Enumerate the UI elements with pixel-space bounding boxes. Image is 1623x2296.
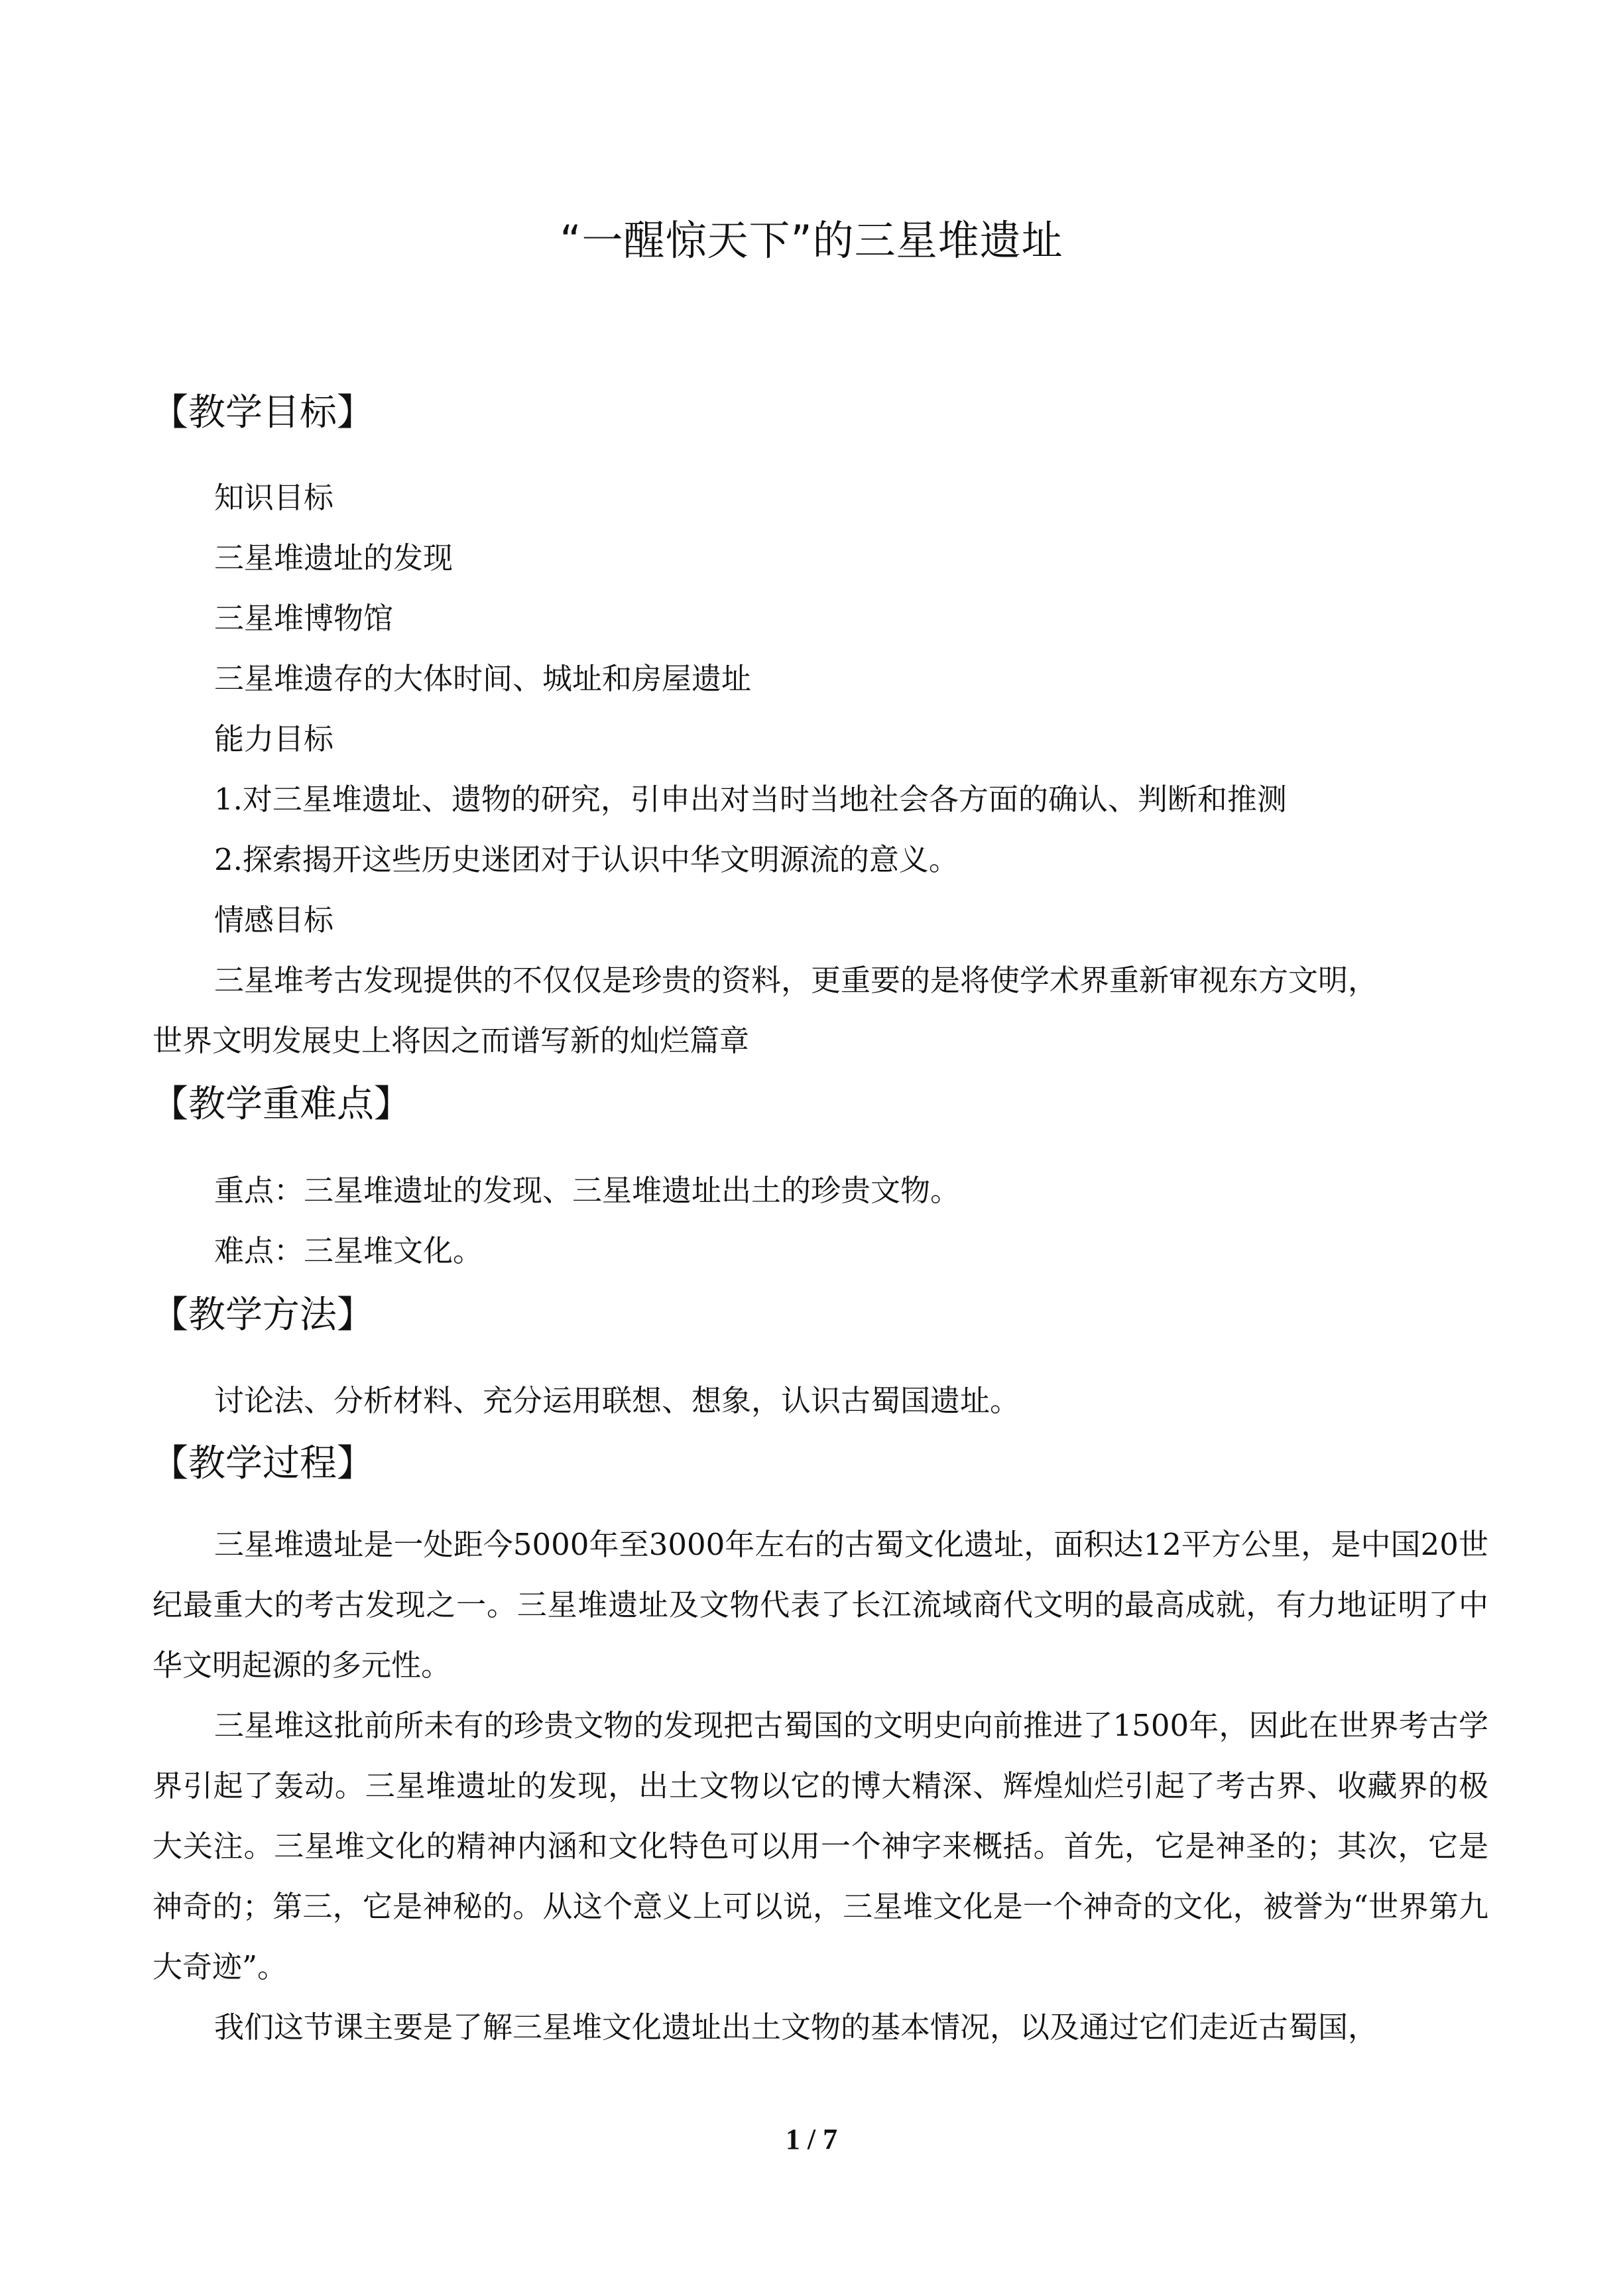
objective-line: 三星堆遗存的大体时间、城址和房屋遗址 (214, 661, 752, 696)
key-point-line: 难点：三星堆文化。 (214, 1233, 483, 1268)
section-heading-methods: 【教学方法】 (151, 1294, 374, 1337)
objective-line: 2.探索揭开这些历史迷团对于认识中华文明源流的意义。 (214, 842, 959, 877)
objective-line: 世界文明发展史上将因之而谱写新的灿烂篇章 (152, 1023, 750, 1058)
objective-line: 1.对三星堆遗址、遗物的研究，引申出对当时当地社会各方面的确认、判断和推测 (214, 782, 1287, 817)
objective-line: 三星堆考古发现提供的不仅仅是珍贵的资料，更重要的是将使学术界重新审视东方文明， (214, 963, 1378, 998)
document-title: “一醒惊天下”的三星堆遗址 (560, 216, 1063, 265)
key-point-line: 重点：三星堆遗址的发现、三星堆遗址出土的珍贵文物。 (214, 1173, 961, 1208)
objective-line: 三星堆博物馆 (214, 601, 394, 636)
section-heading-process: 【教学过程】 (151, 1442, 374, 1485)
page-number: 1 / 7 (785, 2123, 838, 2155)
process-paragraph: 三星堆这批前所未有的珍贵文物的发现把古蜀国的文明史向前推进了1500年，因此在世界考古学界引起了轰动。三星堆遗址的发现，出土文物以它的博大精深、辉煌灿烂引起了考古界、收藏界的极大关注。三星堆文化的精神内涵和文化特色可以用一个神字来概括。首先，它是神圣的；其次，它是神奇的；第三，它是神秘的。从这个意义上可以说，三星堆文化是一个神奇的文化，被誉为“世界第九大奇迹”。 (152, 1708, 1488, 1984)
section-heading-objectives: 【教学目标】 (151, 391, 374, 434)
objective-line: 知识目标 (214, 480, 334, 515)
objective-line: 能力目标 (214, 721, 334, 756)
objective-line: 情感目标 (214, 902, 334, 937)
objective-line: 三星堆遗址的发现 (214, 540, 453, 575)
process-paragraph: 三星堆遗址是一处距今5000年至3000年左右的古蜀文化遗址，面积达12平方公里，是中国20世纪最重大的考古发现之一。三星堆遗址及文物代表了长江流域商代文明的最高成就，有力地证明了中华文明起源的多元性。 (152, 1527, 1488, 1683)
section-heading-key-points: 【教学重难点】 (151, 1083, 411, 1126)
process-paragraph: 我们这节课主要是了解三星堆文化遗址出土文物的基本情况，以及通过它们走近古蜀国， (214, 2010, 1378, 2045)
method-line: 讨论法、分析材料、充分运用联想、想象，认识古蜀国遗址。 (214, 1383, 1020, 1418)
